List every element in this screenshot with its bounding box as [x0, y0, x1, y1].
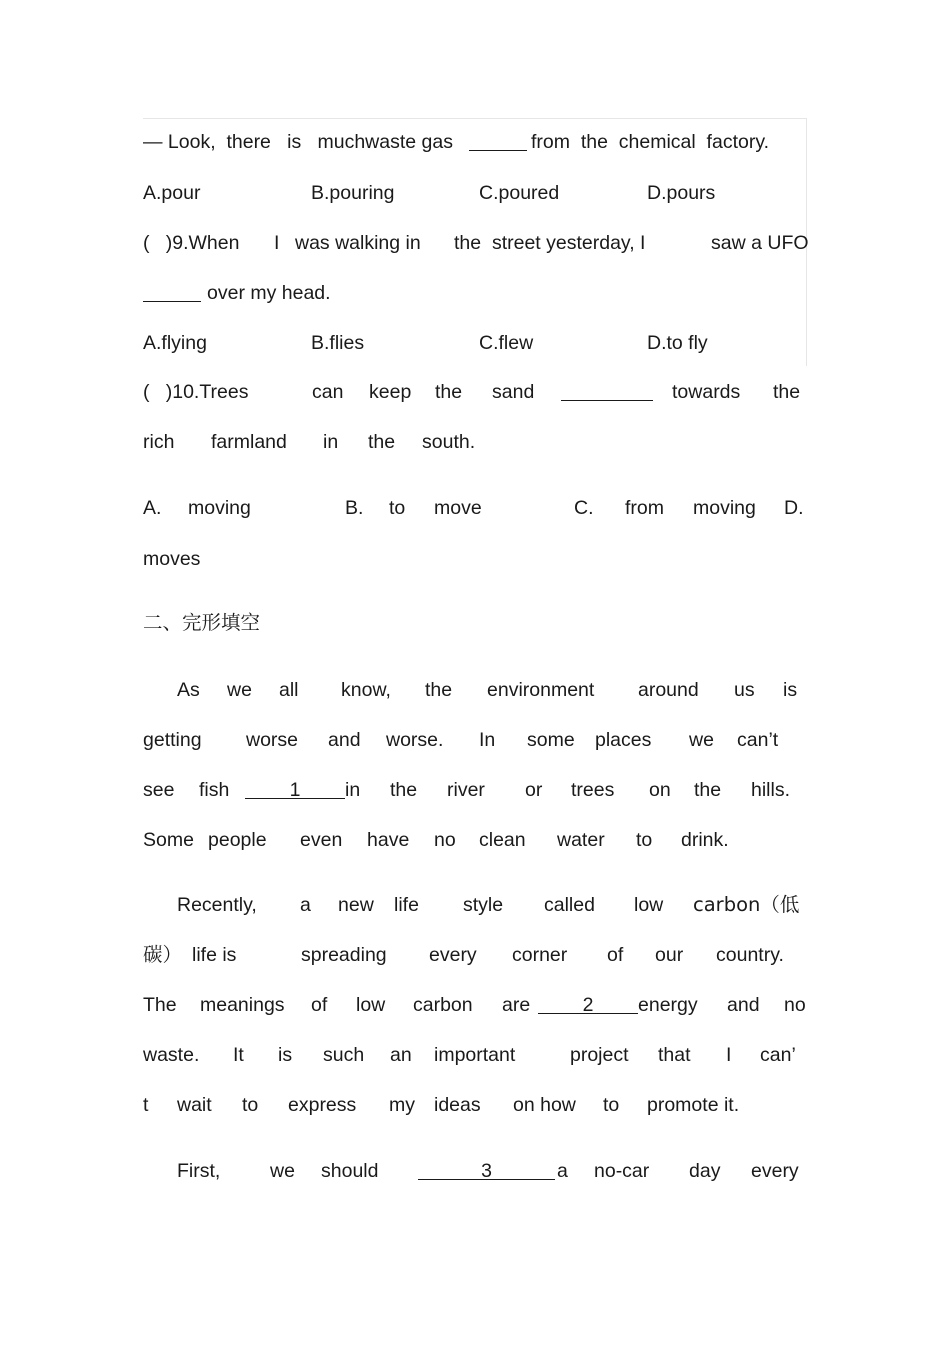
passage-word: carbon（低	[693, 893, 800, 916]
q9-option-d: D.to fly	[647, 332, 708, 354]
passage-p2-line2	[143, 941, 823, 969]
passage-word: First,	[177, 1160, 221, 1182]
q10-word: sand	[492, 381, 535, 403]
passage-word: style	[463, 894, 504, 916]
passage-word: that	[658, 1044, 691, 1066]
cloze-blank-2[interactable]: 2	[538, 991, 638, 1014]
passage-word: my	[389, 1094, 415, 1116]
passage-word: of	[311, 994, 328, 1016]
passage-word: river	[447, 779, 485, 801]
q10-option-d-text: moves	[143, 548, 201, 570]
passage-word: important	[434, 1044, 516, 1066]
passage-word: energy	[638, 994, 698, 1016]
q8-option-d: D.pours	[647, 182, 716, 204]
passage-word: project	[570, 1044, 629, 1066]
passage-word: the	[390, 779, 418, 801]
passage-word: As	[177, 679, 200, 701]
passage-word: Recently,	[177, 894, 257, 916]
q10-number: ( )10.Trees	[143, 381, 249, 403]
passage-word: drink.	[681, 829, 729, 851]
passage-word: hills.	[751, 779, 791, 801]
q10-word: keep	[369, 381, 412, 403]
passage-word: to	[636, 829, 653, 851]
q10-word: in	[323, 431, 339, 453]
passage-word: 碳）	[143, 943, 183, 966]
passage-word: in	[345, 779, 361, 801]
passage-word: can’	[760, 1044, 796, 1066]
passage-word: know,	[341, 679, 391, 701]
passage-word: Some	[143, 829, 194, 851]
passage-p2-line1	[143, 891, 823, 919]
q8-stem	[143, 128, 823, 156]
passage-p2-line4	[143, 1041, 823, 1069]
q9-number: ( )9.When	[143, 232, 240, 254]
passage-word: us	[734, 679, 755, 701]
q10-option-a-label: A.	[143, 497, 162, 519]
q10-option-c-text: moving	[693, 497, 756, 519]
passage-word: promote it.	[647, 1094, 740, 1116]
passage-word: have	[367, 829, 410, 851]
passage-word: worse	[246, 729, 299, 751]
passage-word: around	[638, 679, 699, 701]
q10-options-line2	[143, 545, 823, 573]
q10-word: farmland	[211, 431, 287, 453]
q10-option-a-text: moving	[188, 497, 251, 519]
passage-word: on	[649, 779, 671, 801]
q9-stem-line1	[143, 229, 823, 257]
q9-words-ufo: saw a UFO	[711, 232, 809, 254]
section-title: 二、完形填空	[143, 611, 261, 634]
passage-word: to	[603, 1094, 620, 1116]
q10-option-c-label: C.	[574, 497, 594, 519]
passage-word: the	[694, 779, 722, 801]
passage-word: spreading	[301, 944, 387, 966]
passage-word: an	[390, 1044, 412, 1066]
passage-word: worse.	[386, 729, 444, 751]
passage-word: clean	[479, 829, 526, 851]
q8-stem-part1: — Look, there is muchwaste gas	[143, 131, 453, 153]
q9-words-walking: was walking in	[295, 232, 421, 254]
passage-word: some	[527, 729, 575, 751]
q10-word: the	[368, 431, 396, 453]
passage-p1-line3	[143, 776, 823, 804]
passage-word: ideas	[434, 1094, 481, 1116]
passage-p1-line2	[143, 726, 823, 754]
passage-word: low	[356, 994, 386, 1016]
passage-word: on how	[513, 1094, 576, 1116]
q10-option-b-text: to	[389, 497, 406, 519]
passage-word: no-car	[594, 1160, 650, 1182]
passage-word: we	[689, 729, 714, 751]
passage-word: or	[525, 779, 543, 801]
passage-p3-line1	[143, 1157, 823, 1185]
q8-option-b: B.pouring	[311, 182, 395, 204]
q9-options	[143, 329, 823, 357]
q9-stem-end: over my head.	[207, 282, 331, 304]
passage-word: we	[270, 1160, 295, 1182]
passage-word: called	[544, 894, 595, 916]
passage-word: The	[143, 994, 177, 1016]
passage-p2-line5	[143, 1091, 823, 1119]
passage-word: all	[279, 679, 299, 701]
passage-word: every	[429, 944, 477, 966]
passage-word: low	[634, 894, 664, 916]
q10-word: towards	[672, 381, 741, 403]
passage-word: people	[208, 829, 267, 851]
passage-word: It	[233, 1044, 244, 1066]
q10-word: the	[773, 381, 801, 403]
passage-word: wait	[177, 1094, 212, 1116]
passage-word: is	[783, 679, 798, 701]
passage-word: life	[394, 894, 419, 916]
passage-word: carbon	[413, 994, 473, 1016]
q9-word-i: I	[274, 232, 280, 254]
q9-option-b: B.flies	[311, 332, 365, 354]
passage-word: waste.	[143, 1044, 200, 1066]
q9-words-street: the street yesterday, I	[454, 232, 646, 254]
passage-word: t	[143, 1094, 149, 1116]
passage-word: every	[751, 1160, 799, 1182]
passage-word: is	[278, 1044, 293, 1066]
q9-option-c: C.flew	[479, 332, 534, 354]
q8-option-c: C.poured	[479, 182, 560, 204]
passage-word: no	[784, 994, 806, 1016]
q10-stem-line1	[143, 378, 823, 406]
q8-answer-blank	[469, 130, 527, 151]
passage-word: trees	[571, 779, 615, 801]
passage-word: can’t	[737, 729, 779, 751]
passage-word: country.	[716, 944, 784, 966]
q10-option-b-label: B.	[345, 497, 364, 519]
passage-word: corner	[512, 944, 568, 966]
passage-word: of	[607, 944, 624, 966]
passage-word: getting	[143, 729, 202, 751]
passage-word: are	[502, 994, 531, 1016]
q10-stem-line2	[143, 428, 823, 456]
cloze-blank-1[interactable]: 1	[245, 776, 345, 799]
passage-word: water	[557, 829, 605, 851]
q10-word: can	[312, 381, 344, 403]
q9-answer-blank	[143, 281, 201, 302]
passage-word: and	[328, 729, 361, 751]
passage-word: such	[323, 1044, 365, 1066]
cloze-blank-3[interactable]: 3	[418, 1157, 555, 1180]
passage-word: and	[727, 994, 760, 1016]
q10-word: rich	[143, 431, 175, 453]
passage-word: day	[689, 1160, 721, 1182]
passage-word: the	[425, 679, 453, 701]
q9-option-a: A.flying	[143, 332, 207, 354]
q8-option-a: A.pour	[143, 182, 201, 204]
passage-p1-line1	[143, 676, 823, 704]
passage-word: life is	[192, 944, 237, 966]
passage-word: no	[434, 829, 456, 851]
passage-word: our	[655, 944, 684, 966]
q10-word: south.	[422, 431, 476, 453]
passage-word: a	[300, 894, 311, 916]
q10-option-b-text: move	[434, 497, 482, 519]
q9-stem-line2	[143, 279, 823, 307]
frame-top-border	[143, 118, 807, 119]
passage-word: express	[288, 1094, 357, 1116]
q10-option-d-label: D.	[784, 497, 804, 519]
passage-word: to	[242, 1094, 259, 1116]
section-heading	[143, 609, 823, 637]
passage-word: meanings	[200, 994, 285, 1016]
passage-word: see	[143, 779, 175, 801]
q10-options-line1	[143, 494, 823, 522]
passage-word: In	[479, 729, 496, 751]
q10-option-c-text: from	[625, 497, 664, 519]
passage-word: new	[338, 894, 374, 916]
passage-p2-line3	[143, 991, 823, 1019]
passage-word: we	[227, 679, 252, 701]
q10-answer-blank	[561, 380, 653, 401]
passage-word: even	[300, 829, 343, 851]
q10-word: the	[435, 381, 463, 403]
passage-word: places	[595, 729, 652, 751]
passage-word: fish	[199, 779, 230, 801]
passage-word: a	[557, 1160, 568, 1182]
q8-stem-part2: from the chemical factory.	[531, 131, 770, 153]
passage-word: environment	[487, 679, 595, 701]
passage-word: I	[726, 1044, 732, 1066]
passage-p1-line4	[143, 826, 823, 854]
passage-word: should	[321, 1160, 379, 1182]
q8-options	[143, 179, 823, 207]
